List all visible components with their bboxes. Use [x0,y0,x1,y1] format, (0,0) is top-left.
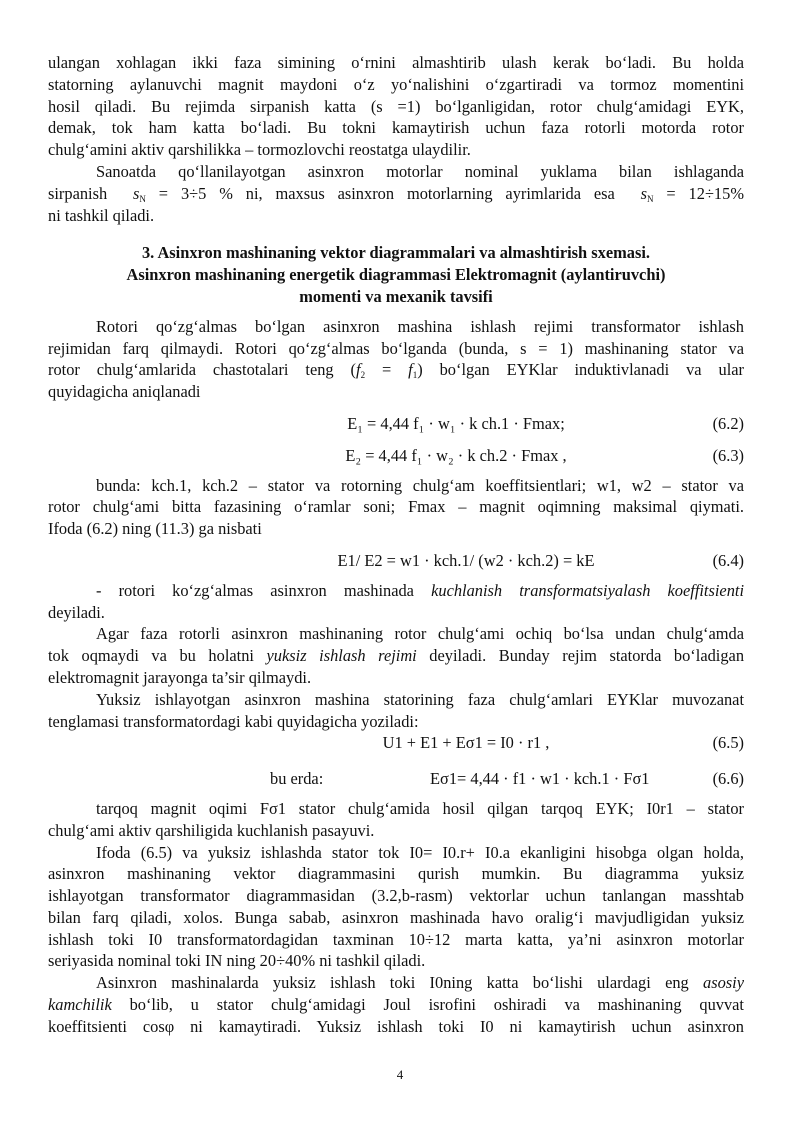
text-line: - rotori ko‘zg‘almas asinxron mashinada kuchlanish transformatsiyalash koeffitsienti [96,580,745,600]
section-heading [48,242,744,307]
equation-expression: E1/ E2 = w1 · kch.1/ (w2 · kch.2) = kE [337,550,595,570]
text-line: elektromagnit jarayonga ta’sir qilmaydi. [48,667,312,687]
heading-line: Asinxron mashinaning energetik diagrammasi Elektromagnit (aylantiruvchi) [126,265,666,285]
text-line: statorning aylanuvchi magnit maydoni o‘z yo‘nalishini o‘zgartiradi va tormoz momentini [48,74,744,94]
paragraph-slip [48,161,744,226]
equation-number: (6.6) [712,769,744,789]
text-line: deyiladi. [48,602,105,622]
text-line: rejimidan farq qilmaydi. Rotori qo‘zg‘almas bo‘lganda (bunda, s = 1) mashinaning stator va [48,338,744,358]
equation-number: (6.5) [712,733,744,753]
paragraph-transformation-ratio [48,580,744,624]
text-line: rotor chulg‘ami bitta fazasining o‘ramlar soni; Fmax – magnit oqimning maksimal qiymati. [48,497,744,517]
heading-line: 3. Asinxron mashinaning vektor diagrammalari va almashtirish sxemasi. [141,243,650,263]
paragraph-locked-rotor [48,316,744,403]
equation-6-2 [48,413,744,435]
text-line: ishlash toki I0 transformatordagidan taxminan 10÷12 marta katta, ya’ni asinxron motorlar [48,929,744,949]
text-line: asinxron mashinaning vektor diagrammasini qurish mumkin. Bu diagramma yuksiz [48,864,744,884]
text-line: Rotori qo‘zg‘almas bo‘lgan asinxron mashina ishlash rejimi transformator ishlash [96,316,744,336]
text-line: quyidagicha aniqlanadi [48,382,201,402]
heading-line: momenti va mexanik tavsifi [299,286,493,306]
equation-number: (6.3) [712,445,744,465]
text-line: bilan farq qiladi, xolos. Bunga sabab, asinxron mashinada havo oralig‘i mavjudligidan yuksiz [48,907,744,927]
equation-number: (6.2) [712,413,744,433]
text-line: Asinxron mashinalarda yuksiz ishlash toki I0ning katta bo‘lishi ulardagi eng asosiy [96,973,744,993]
text-line: sirpanish $s_N = 3\div 5$ % ni, maxsus asinxron motorlarning ayrimlarida esa $s_N = 12\div 15\%$ [48,183,744,204]
text-line: seriyasida nominal toki IN ning 20÷40% ni tashkil qiladi. [48,951,426,971]
page-number: 4 [396,1067,404,1082]
text-line: hosil qiladi. Bu rejimda sirpanish katta (s =1) bo‘lganligidan, rotor chulg‘amidagi EYK, [48,96,744,116]
paragraph-braking [48,52,744,161]
equation-number: (6.4) [712,550,744,570]
text-line: chulg‘ami aktiv qarshiligida kuchlanish pasayuvi. [48,820,375,840]
text-line: Yuksiz ishlayotgan asinxron mashina statorining faza chulg‘amlari EYKlar muvozanat [96,689,744,709]
text-line: Ifoda (6.2) ning (11.3) ga nisbati [48,519,262,539]
text-line: Sanoatda qo‘llanilayotgan asinxron motorlar nominal yuklama bilan ishlaganda [96,161,744,181]
paragraph-vector-diagram [48,842,744,973]
equation-label: bu erda: [270,769,324,789]
text-line: bunda: kch.1, kch.2 – stator va rotorning chulg‘am koeffitsientlari; w1, w2 – stator va [96,475,744,495]
equation-expression: Eσ1= 4,44 · f1 · w1 · kch.1 · Fσ1 [430,769,650,789]
text-line: Ifoda (6.5) va yuksiz ishlashda stator tok I0= I0.r+ I0.a ekanligini hisobga olgan holda, [96,842,744,862]
equation-6-4 [48,550,744,572]
equation-6-3 [48,445,744,467]
equation-6-5 [48,732,744,754]
text-line: Agar faza rotorli asinxron mashinaning rotor chulg‘ami ochiq bo‘lsa undan chulg‘amda [96,624,744,644]
text-line: demak, tok ham katta bo‘ladi. Bu tokni kamaytirish uchun faza rotorli motorda rotor [48,118,744,138]
paragraph-no-load-current [48,972,744,1037]
paragraph-no-load-balance [48,689,744,733]
text-line: tok oqmaydi va bu holatni yuksiz ishlash rejimi deyiladi. Bunday rejim statorda bo‘ladigan [48,646,745,666]
text-line: tenglamasi transformatordagi kabi quyidagicha yoziladi: [48,711,419,731]
text-line: ni tashkil qiladi. [48,205,155,225]
document-page [48,52,744,1038]
text-line: chulg‘amini aktiv qarshilikka – tormozlovchi reostatga ulaydilir. [48,140,471,160]
paragraph-stray-flux [48,798,744,842]
equation-expression: U1 + E1 + Eσ1 = I0 · r1 , [382,733,550,753]
equation-6-6 [48,768,744,790]
text-line: rotor chulg‘amlarida chastotalari teng $(f_2 = f_1)$ bo‘lgan EYKlar induktivlanadi va ular [48,360,744,381]
text-line: ulangan xohlagan ikki faza simining o‘rnini almashtirib ulash kerak bo‘ladi. Bu holda [48,53,744,72]
paragraph-winding-coefficients [48,475,744,540]
text-line: ishlayotgan transformator diagrammasidan (3.2,b-rasm) vektorlar uchun tanlangan masshtab [48,886,744,906]
equation-expression: E₁ = 4,44 f₁ · w₁ · k ch.1 · Fmax; [347,413,565,433]
text-line: tarqoq magnit oqimi Fσ1 stator chulg‘amida hosil qilgan tarqoq EYK; I0r1 – stator [96,798,744,818]
paragraph-open-rotor [48,623,744,688]
text-line: kamchilik bo‘lib, u stator chulg‘amidagi Joul isrofini oshiradi va mashinaning quvvat [48,995,744,1015]
text-line: koeffitsienti cosφ ni kamaytiradi. Yuksiz ishlash toki I0 ni kamaytirish uchun asinxron [48,1016,744,1036]
equation-expression: E₂ = 4,44 f₁ · w₂ · k ch.2 · Fmax , [345,445,567,465]
